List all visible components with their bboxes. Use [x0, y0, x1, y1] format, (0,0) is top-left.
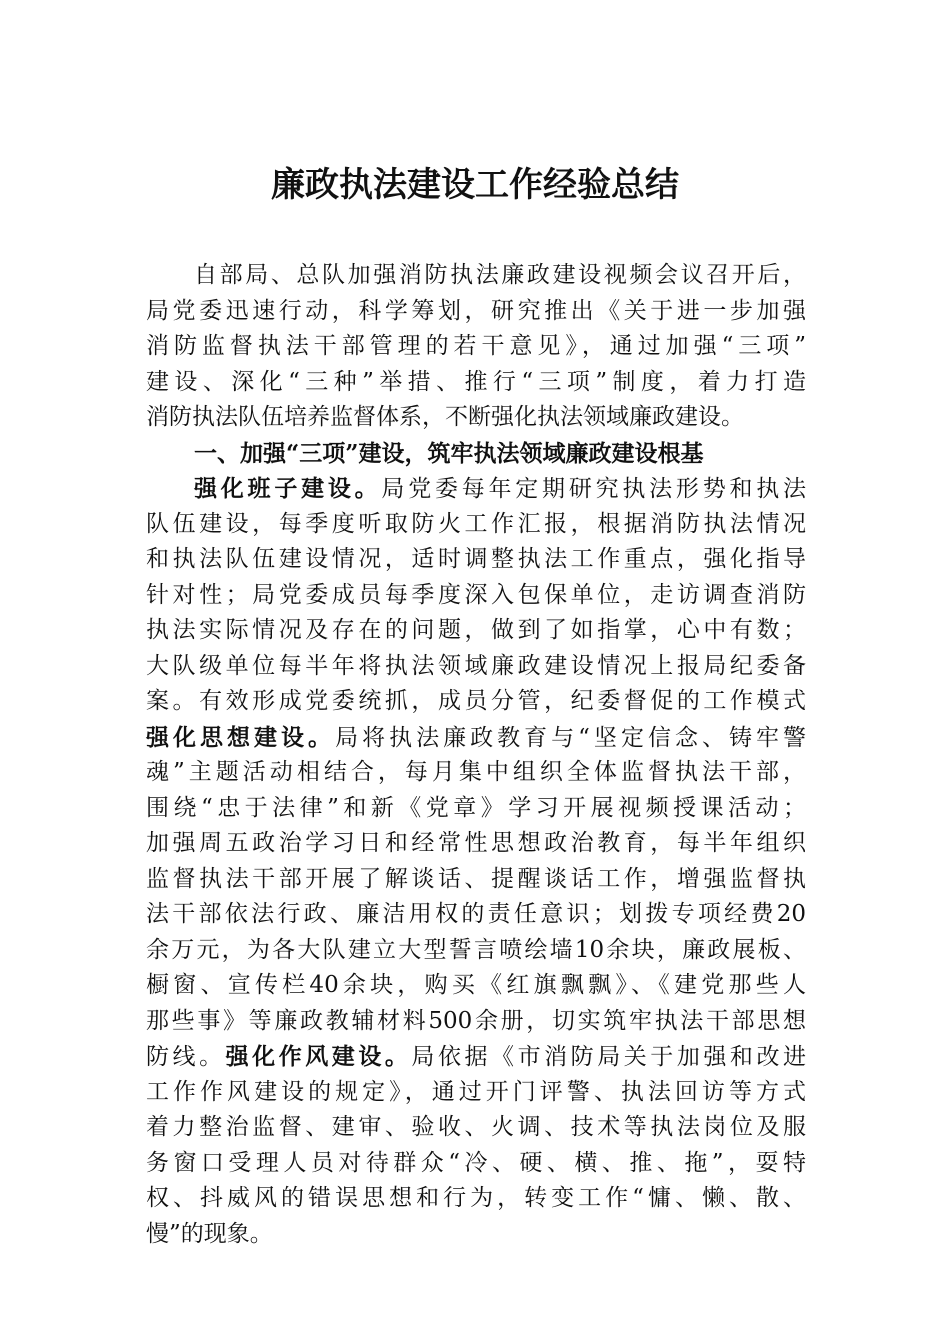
line-text: 和执法队伍建设情况，适时调整执法工作重点，强化指导 [146, 546, 806, 572]
line-prefix: 防线。 [146, 1044, 226, 1070]
body-line [146, 791, 806, 827]
line-text: 局将执法廉政教育与“坚定信念、铸牢警 [335, 724, 807, 751]
body-line [146, 649, 806, 685]
paragraph-lead: 强化作风建设。 [225, 1043, 412, 1070]
line-text: 权、抖威风的错误思想和行为，转变工作“慵、懒、散、 [146, 1185, 806, 1211]
line-text: 那些事》等廉政教辅材料500余册，切实筑牢执法干部思想 [146, 1007, 806, 1034]
body-line [146, 968, 806, 1004]
body-line [146, 258, 806, 294]
line-text: 局党委每年定期研究执法形势和执法 [381, 476, 807, 502]
line-text: 围绕“忠于法律”和新《党章》学习开展视频授课活动； [146, 794, 806, 821]
body-line [146, 294, 806, 330]
line-text: 队伍建设，每季度听取防火工作汇报，根据消防执法情况 [146, 510, 806, 537]
body-line [146, 1039, 806, 1075]
body-line [146, 542, 806, 578]
document-title: 廉政执法建设工作经验总结 [271, 165, 679, 205]
body-line [146, 755, 806, 791]
line-text: 大队级单位每半年将执法领域廉政建设情况上报局纪委备 [146, 652, 806, 679]
section-heading [146, 436, 806, 472]
body-line [146, 400, 806, 436]
line-text: 局党委迅速行动，科学筹划，研究推出《关于进一步加强 [146, 297, 806, 324]
body-line [146, 1110, 806, 1146]
body-line [146, 684, 806, 720]
body-line [146, 329, 806, 365]
line-text: 加强周五政治学习日和经常性思想政治教育，每半年组织 [146, 830, 806, 856]
body-line [146, 933, 806, 969]
body-line [146, 613, 806, 649]
line-text: 局依据《市消防局关于加强和改进 [411, 1044, 807, 1070]
line-text: 橱窗、宣传栏40余块，购买《红旗飘飘》、《建党那些人 [146, 972, 806, 998]
line-text: 建设、深化“三种”举措、推行“三项”制度，着力打造 [146, 368, 806, 395]
body-line [146, 365, 806, 401]
body-line [146, 471, 806, 507]
body-line [146, 897, 806, 933]
line-text: 案。有效形成党委统抓，成员分管，纪委督促的工作模式 [146, 688, 806, 714]
line-text: 一、加强“三项”建设，筑牢执法领域廉政建设根基 [194, 439, 704, 467]
line-text: 针对性；局党委成员每季度深入包保单位，走访调查消防 [146, 581, 806, 608]
body-line [146, 862, 806, 898]
body-line [146, 578, 806, 614]
body-line [146, 507, 806, 543]
line-text: 法干部依法行政、廉洁用权的责任意识；划拨专项经费20 [146, 901, 806, 927]
line-text: 执法实际情况及存在的问题，做到了如指掌，心中有数； [146, 617, 806, 643]
line-text: 余万元，为各大队建立大型誓言喷绘墙10余块，廉政展板、 [146, 936, 806, 963]
paragraph-lead: 强化班子建设。 [194, 475, 382, 502]
line-text: 自部局、总队加强消防执法廉政建设视频会议召开后， [194, 262, 806, 288]
line-text: 监督执法干部开展了解谈话、提醒谈话工作，增强监督执 [146, 865, 806, 892]
body-line [146, 1075, 806, 1111]
paragraph-lead: 强化思想建设。 [146, 723, 336, 751]
line-text: 务窗口受理人员对待群众“冷、硬、横、推、拖”，耍特 [146, 1149, 806, 1176]
body-line [146, 1217, 806, 1253]
body-line [146, 1004, 806, 1040]
body-line [146, 1146, 806, 1182]
line-text: 着力整治监督、建审、验收、火调、技术等执法岗位及服 [146, 1114, 806, 1140]
document-body [146, 258, 806, 1252]
line-text: 消防监督执法干部管理的若干意见》，通过加强“三项” [146, 333, 806, 359]
line-text: 消防执法队伍培养监督体系，不断强化执法领域廉政建设。 [146, 404, 744, 430]
body-line [146, 720, 806, 756]
line-text: 慢”的现象。 [146, 1220, 273, 1247]
line-text: 工作作风建设的规定》，通过开门评警、执法回访等方式 [146, 1078, 806, 1105]
line-text: 魂”主题活动相结合，每月集中组织全体监督执法干部， [146, 759, 806, 785]
body-line [146, 1181, 806, 1217]
body-line [146, 826, 806, 862]
